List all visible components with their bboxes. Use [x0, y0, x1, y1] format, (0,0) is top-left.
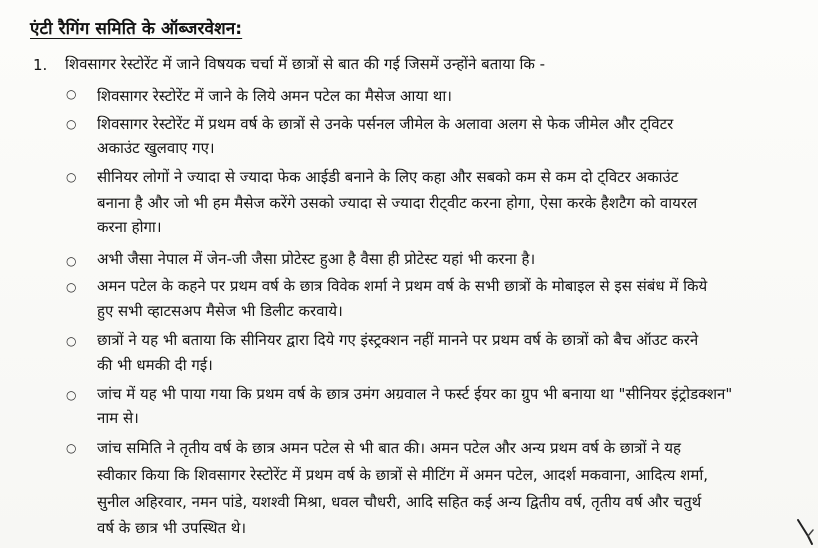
observation-line: जांच समिति ने तृतीय वर्ष के छात्र अमन पटेल से भी बात की। अमन पटेल और अन्य प्रथम वर्ष के छात्रों ने यह: [97, 439, 682, 457]
document-heading: एंटी रैगिंग समिति के ऑब्जरवेशन:: [30, 19, 243, 39]
bullet-icon: ○: [66, 87, 77, 101]
bullet-icon: ○: [66, 334, 77, 348]
observation-line: अकाउंट खुलवाए गए।: [97, 139, 215, 157]
list-item-number: 1.: [33, 56, 48, 74]
observation-line: छात्रों ने यह भी बताया कि सीनियर द्वारा दिये गए इंस्ट्रक्शन नहीं मानने पर प्रथम वर्ष के छात्रों को बैच ऑउट करने: [97, 331, 699, 349]
observation-line: जांच में यह भी पाया गया कि प्रथम वर्ष के छात्र उमंग अग्रवाल ने फर्स्ट ईयर का ग्रुप भी बनाया था "सीनियर इंट्रोडक्शन": [97, 385, 733, 403]
bullet-icon: ○: [66, 280, 77, 294]
observation-line: करना होगा।: [97, 218, 162, 236]
observation-line: स्वीकार किया कि शिवसागर रेस्टोरेंट में प्रथम वर्ष के छात्रों से मीटिंग में अमन पटेल, आदर्श मकवाना, आदित्य शर्मा,: [97, 466, 708, 484]
observation-line: नाम से।: [97, 409, 139, 427]
observation-line: अभी जैसा नेपाल में जेन-जी जैसा प्रोटेस्ट हुआ है वैसा ही प्रोटेस्ट यहां भी करना है।: [97, 250, 536, 268]
pen-mark-icon: [795, 518, 815, 546]
observation-line: सुनील अहिरवार, नमन पांडे, यशश्वी मिश्रा, धवल चौधरी, आदि सहित कई अन्य द्वितीय वर्ष, तृतीय वर्ष और चतुर्थ: [97, 493, 702, 511]
observation-line: वर्ष के छात्र भी उपस्थित थे।: [97, 519, 247, 537]
observation-line: हुए सभी व्हाटसअप मैसेज भी डिलीट करवाये।: [97, 302, 343, 320]
observation-line: शिवसागर रेस्टोरेंट में जाने के लिये अमन पटेल का मैसेज आया था।: [97, 87, 452, 105]
observation-line: बनाना है और जो भी हम मैसेज करेंगे उसको ज्यादा से ज्यादा रीट्वीट करना होगा, ऐसा करके हैशटैग को वायरल: [97, 194, 698, 212]
observation-line: शिवसागर रेस्टोरेंट में प्रथम वर्ष के छात्रों से उनके पर्सनल जीमेल के अलावा अलग से फेक जीमेल और ट्विटर: [97, 115, 674, 133]
list-item-intro: शिवसागर रेस्टोरेंट में जाने विषयक चर्चा में छात्रों से बात की गई जिसमें उन्होंने बताया कि -: [65, 55, 546, 73]
bullet-icon: ○: [66, 170, 77, 184]
observation-line: अमन पटेल के कहने पर प्रथम वर्ष के छात्र विवेक शर्मा ने प्रथम वर्ष के सभी छात्रों के मोबाइल से इस संबंध में किये: [97, 277, 708, 295]
bullet-icon: ○: [66, 254, 77, 268]
observation-line: सीनियर लोगों ने ज्यादा से ज्यादा फेक आईडी बनाने के लिए कहा और सबको कम से कम दो ट्विटर अकाउंट: [97, 168, 679, 186]
bullet-icon: ○: [66, 441, 77, 455]
bullet-icon: ○: [66, 388, 77, 402]
observation-line: की भी धमकी दी गई।: [97, 356, 213, 374]
bullet-icon: ○: [66, 117, 77, 131]
